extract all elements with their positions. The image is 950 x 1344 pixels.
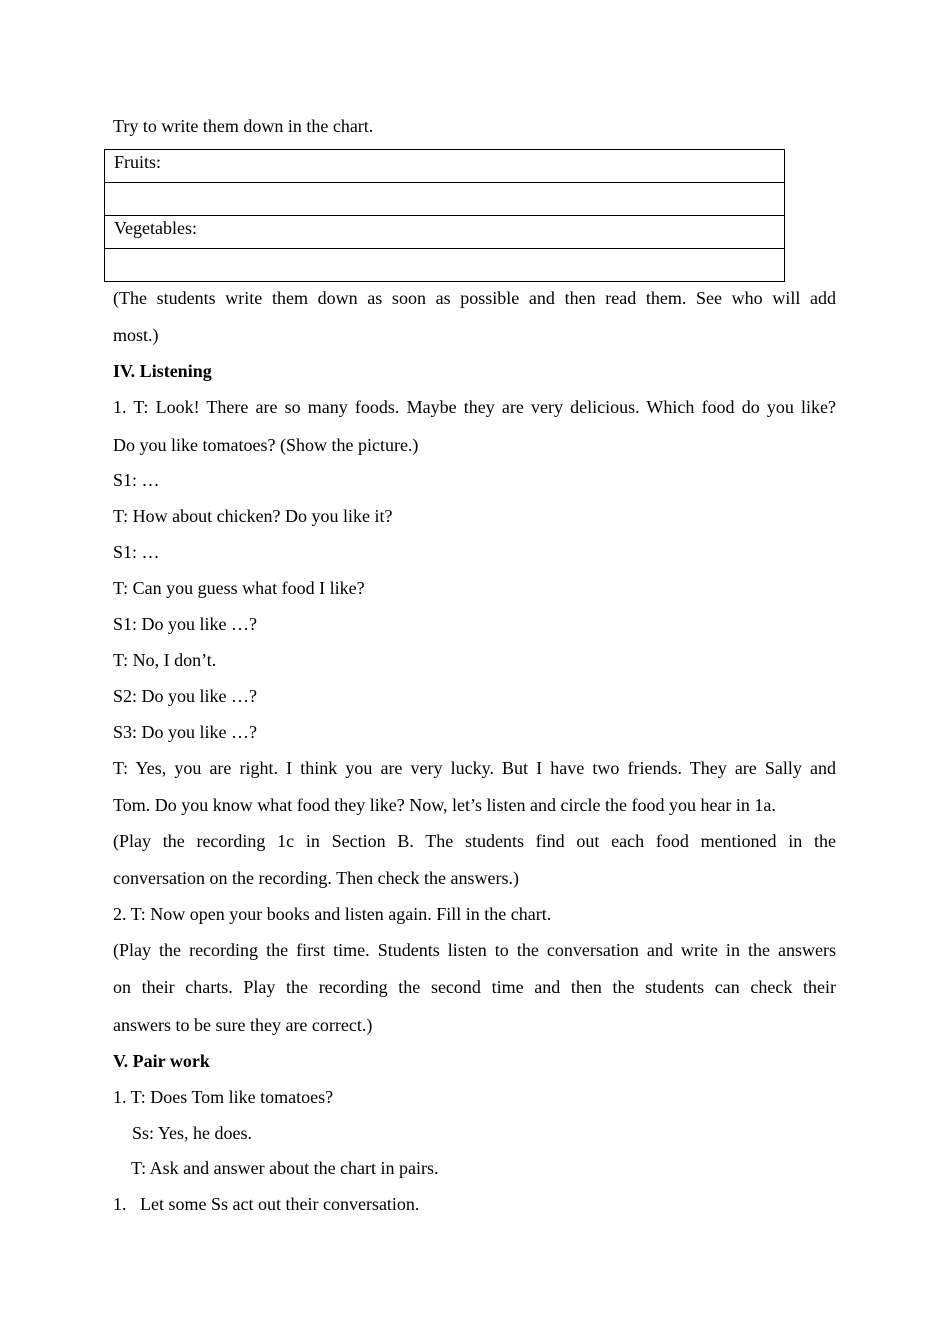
- pair-work-line-3: T: Ask and answer about the chart in pairs.: [131, 1158, 439, 1178]
- listening-line-17: on their charts. Play the recording the second time and then the students can check their: [113, 977, 836, 997]
- pair-work-line-4: 1. Let some Ss act out their conversation.: [113, 1194, 420, 1214]
- listening-line-3: S1: …: [113, 470, 160, 490]
- intro-text: Try to write them down in the chart.: [113, 116, 374, 136]
- students-note-line-1: (The students write them down as soon as possible and then read them. See who will add: [113, 288, 836, 308]
- listening-line-12: Tom. Do you know what food they like? Now, let’s listen and circle the food you hear in 1a.: [113, 795, 776, 815]
- listening-line-10: S3: Do you like …?: [113, 722, 257, 742]
- table-row: [105, 216, 785, 249]
- students-note-line-2: most.): [113, 325, 159, 345]
- table-row: [105, 249, 785, 282]
- listening-line-8: T: No, I don’t.: [113, 650, 217, 670]
- table-row: [105, 150, 785, 183]
- listening-line-16: (Play the recording the first time. Students listen to the conversation and write in the answers: [113, 940, 836, 960]
- chart-cell-fruits-answer: [105, 183, 785, 216]
- section-heading-listening: IV. Listening: [113, 361, 212, 381]
- pair-work-line-1: 1. T: Does Tom like tomatoes?: [113, 1087, 334, 1107]
- listening-line-14: conversation on the recording. Then check the answers.): [113, 868, 520, 888]
- chart-cell-fruits: Fruits:: [105, 150, 785, 183]
- listening-line-9: S2: Do you like …?: [113, 686, 257, 706]
- food-chart-table: [104, 149, 785, 282]
- listening-line-7: S1: Do you like …?: [113, 614, 257, 634]
- listening-line-6: T: Can you guess what food I like?: [113, 578, 365, 598]
- listening-line-18: answers to be sure they are correct.): [113, 1015, 373, 1035]
- chart-cell-vegetables-answer: [105, 249, 785, 282]
- listening-line-5: S1: …: [113, 542, 160, 562]
- listening-line-11: T: Yes, you are right. I think you are very lucky. But I have two friends. They are Sally and: [113, 758, 836, 778]
- pair-work-line-2: Ss: Yes, he does.: [132, 1123, 253, 1143]
- listening-line-1: 1. T: Look! There are so many foods. Maybe they are very delicious. Which food do you like?: [113, 397, 836, 417]
- listening-line-13: (Play the recording 1c in Section B. The students find out each food mentioned in the: [113, 831, 836, 851]
- table-row: [105, 183, 785, 216]
- listening-line-4: T: How about chicken? Do you like it?: [113, 506, 393, 526]
- chart-cell-vegetables: Vegetables:: [105, 216, 785, 249]
- listening-line-15: 2. T: Now open your books and listen again. Fill in the chart.: [113, 904, 552, 924]
- section-heading-pair-work: V. Pair work: [113, 1051, 210, 1071]
- listening-line-2: Do you like tomatoes? (Show the picture.): [113, 435, 419, 455]
